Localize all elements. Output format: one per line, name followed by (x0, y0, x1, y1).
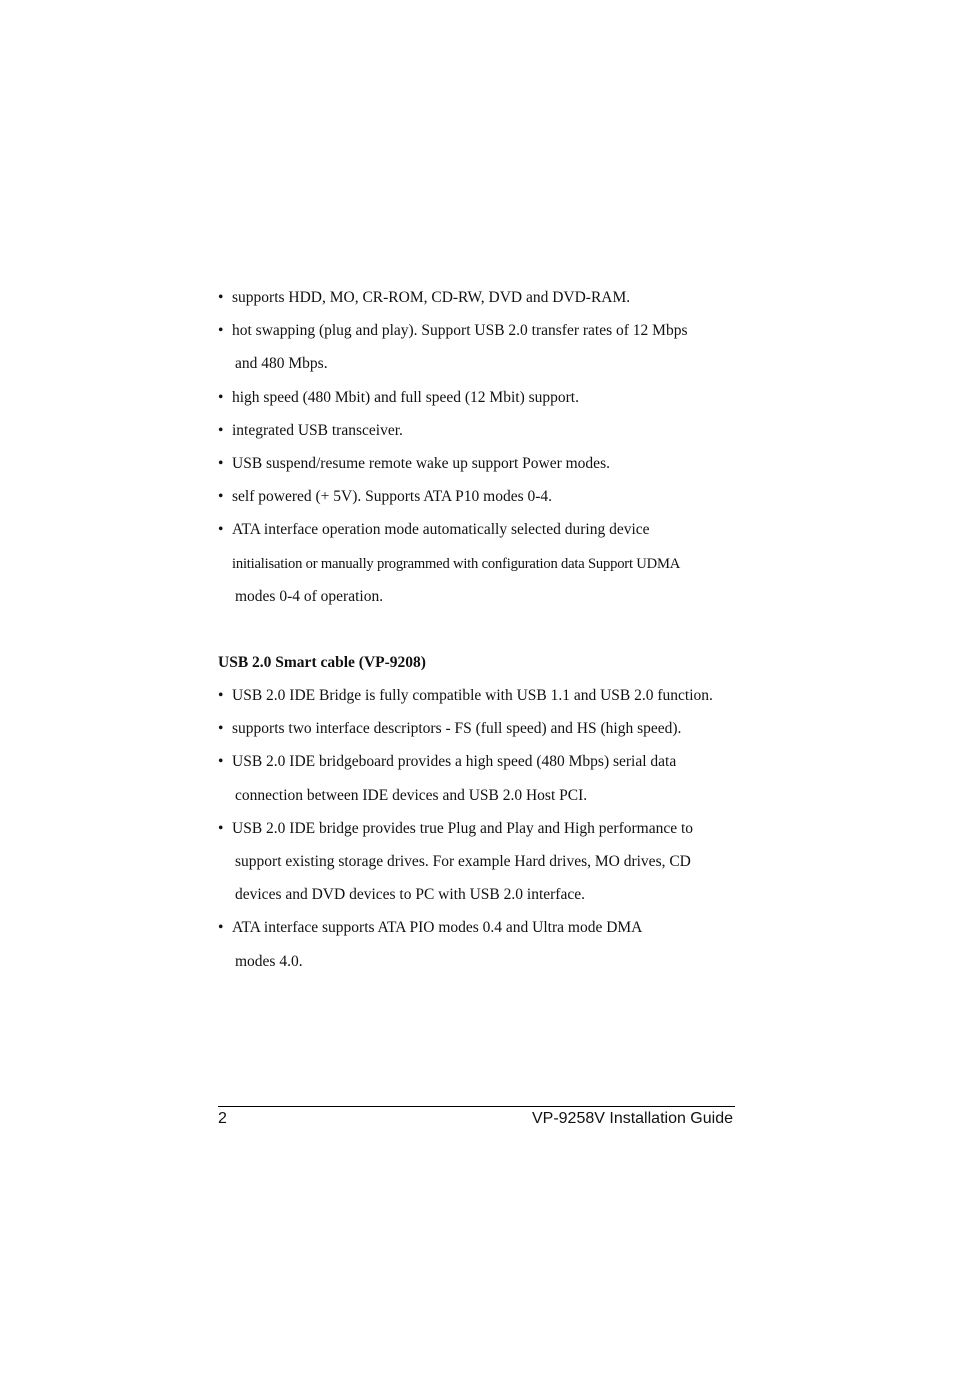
list-item-line: self powered (+ 5V). Supports ATA P10 modes 0-4. (232, 488, 553, 506)
list-item-line: modes 4.0. (235, 952, 303, 970)
list-item-line: high speed (480 Mbit) and full speed (12 Mbit) support. (232, 388, 579, 406)
bullet-icon: • (218, 720, 224, 738)
list-item-line: hot swapping (plug and play). Support USB 2.0 transfer rates of 12 Mbps (232, 322, 688, 340)
list-item-line: USB 2.0 IDE Bridge is fully compatible with USB 1.1 and USB 2.0 function. (232, 687, 713, 705)
bullet-icon: • (218, 388, 224, 406)
list-item (218, 715, 738, 748)
bullet-icon: • (218, 421, 224, 439)
list-item (218, 317, 738, 383)
list-item (218, 815, 738, 915)
list-item-line: connection between IDE devices and USB 2.0 Host PCI. (235, 786, 588, 804)
list-item (218, 417, 738, 450)
list-item (218, 450, 738, 483)
footer-rule (218, 1106, 735, 1107)
list-item (218, 483, 738, 516)
list-item-line: ATA interface operation mode automatically selected during device (232, 521, 650, 539)
list-item (218, 516, 738, 616)
list-item (218, 384, 738, 417)
page-content (218, 284, 738, 981)
bullet-icon: • (218, 521, 224, 539)
page-number: 2 (218, 1110, 227, 1127)
feature-list-section-2 (218, 682, 738, 981)
list-item-line: integrated USB transceiver. (232, 421, 403, 439)
list-item (218, 682, 738, 715)
bullet-icon: • (218, 289, 224, 306)
list-item-line: and 480 Mbps. (235, 355, 328, 373)
bullet-icon: • (218, 753, 224, 771)
bullet-icon: • (218, 687, 224, 705)
bullet-icon: • (218, 322, 224, 340)
bullet-icon: • (218, 819, 224, 837)
section-heading: USB 2.0 Smart cable (VP-9208) (218, 653, 426, 671)
bullet-icon: • (218, 919, 224, 937)
list-item-line: modes 0-4 of operation. (235, 587, 384, 605)
list-item-line: devices and DVD devices to PC with USB 2.0 interface. (235, 886, 585, 904)
list-item-line: USB 2.0 IDE bridge provides true Plug and Play and High performance to (232, 819, 694, 837)
list-item (218, 284, 738, 317)
feature-list-section-1 (218, 284, 738, 616)
list-item-line: USB suspend/resume remote wake up support Power modes. (232, 454, 610, 472)
bullet-icon: • (218, 454, 224, 472)
list-item (218, 914, 738, 980)
list-item-line: USB 2.0 IDE bridgeboard provides a high speed (480 Mbps) serial data (232, 753, 677, 771)
bullet-icon: • (218, 488, 224, 506)
list-item-line: supports two interface descriptors - FS (full speed) and HS (high speed). (232, 720, 682, 738)
list-item (218, 748, 738, 814)
list-item-line: supports HDD, MO, CR-ROM, CD-RW, DVD and DVD-RAM. (232, 289, 631, 306)
list-item-line: ATA interface supports ATA PIO modes 0.4 and Ultra mode DMA (232, 919, 643, 937)
document-title: VP-9258V Installation Guide (531, 1110, 733, 1127)
list-item-line: initialisation or manually programmed with configuration data Support UDMA (232, 555, 681, 572)
list-item-line: support existing storage drives. For example Hard drives, MO drives, CD (235, 853, 691, 870)
